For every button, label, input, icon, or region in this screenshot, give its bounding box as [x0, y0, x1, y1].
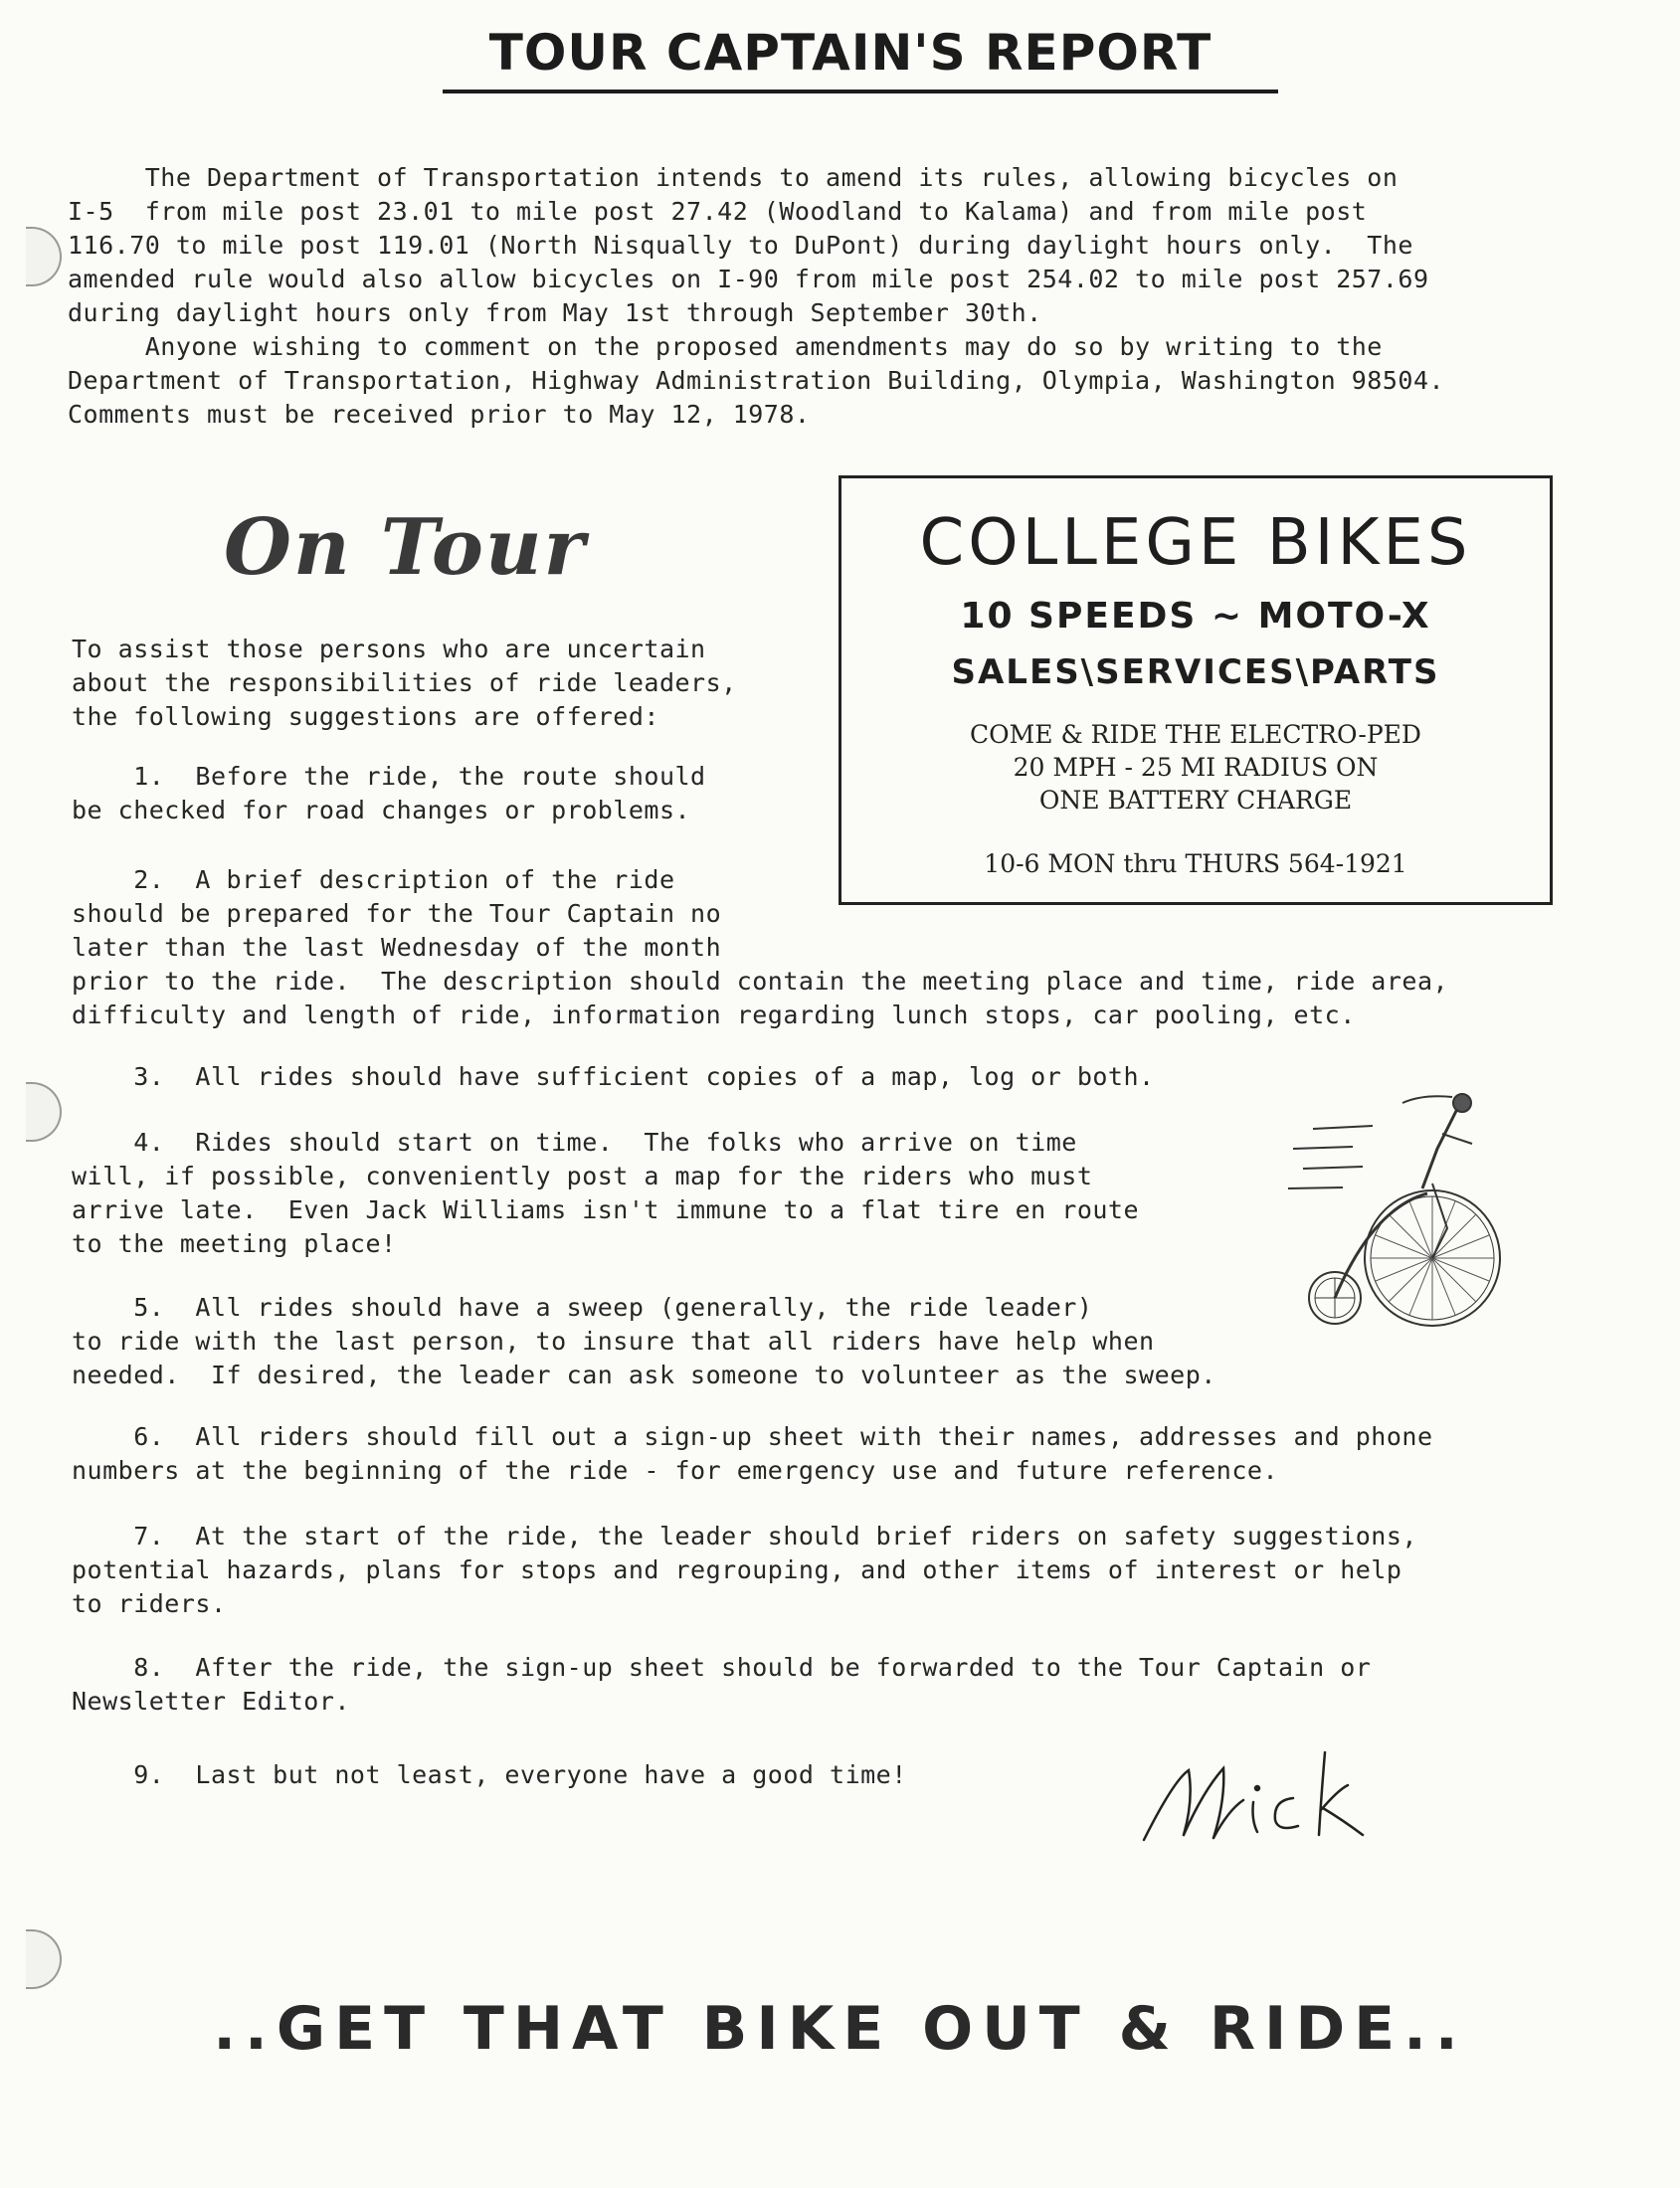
- item-line: arrive late. Even Jack Williams isn't immune to a flat tire en route: [72, 1195, 1140, 1224]
- suggestion-item-9: [72, 1758, 907, 1792]
- section-heading: On Tour: [224, 502, 587, 593]
- page-title: TOUR CAPTAIN'S REPORT: [488, 24, 1213, 82]
- ad-shop-name: COLLEGE BIKES: [919, 506, 1472, 580]
- suggestion-item-5: [72, 1291, 1216, 1392]
- punch-hole-middle: [26, 1082, 62, 1142]
- intro-line: 116.70 to mile post 119.01 (North Nisqually to DuPont) during daylight hours only. The: [68, 231, 1413, 260]
- suggestion-item-1: [72, 760, 706, 827]
- penny-farthing-cyclist-illustration: [1283, 1089, 1517, 1338]
- lead-in-line: the following suggestions are offered:: [72, 702, 659, 731]
- intro-line: I-5 from mile post 23.01 to mile post 27.42 (Woodland to Kalama) and from mile post: [68, 197, 1368, 226]
- item-line: 7. At the start of the ride, the leader should brief riders on safety suggestions,: [72, 1522, 1417, 1550]
- punch-hole-top: [26, 227, 62, 286]
- intro-line: during daylight hours only from May 1st through September 30th.: [68, 298, 1042, 327]
- intro-line: amended rule would also allow bicycles on I-90 from mile post 254.02 to mile post 257.69: [68, 265, 1429, 293]
- ad-products-line: 10 SPEEDS ~ MOTO-X: [960, 596, 1431, 637]
- item-line: 9. Last but not least, everyone have a good time!: [72, 1760, 907, 1789]
- punch-hole-bottom: [26, 1929, 62, 1989]
- ad-services-line: SALES\SERVICES\PARTS: [951, 652, 1440, 692]
- item-line: potential hazards, plans for stops and regrouping, and other items of interest or help: [72, 1555, 1402, 1584]
- item-line: difficulty and length of ride, information regarding lunch stops, car pooling, etc.: [72, 1001, 1356, 1029]
- intro-line: The Department of Transportation intends to amend its rules, allowing bicycles on: [68, 163, 1399, 192]
- item-line: Newsletter Editor.: [72, 1687, 350, 1716]
- closing-slogan: ..GET THAT BIKE OUT & RIDE..: [213, 1994, 1467, 2064]
- item-line: prior to the ride. The description should contain the meeting place and time, ride area,: [72, 967, 1449, 996]
- item-line: numbers at the beginning of the ride - for emergency use and future reference.: [72, 1456, 1278, 1485]
- intro-paragraph-2: [68, 330, 1444, 432]
- item-line: 1. Before the ride, the route should: [72, 762, 706, 791]
- suggestion-item-6: [72, 1420, 1433, 1488]
- item-line: to riders.: [72, 1589, 227, 1618]
- suggestion-item-3: [72, 1060, 1155, 1094]
- handwritten-signature: [1134, 1740, 1373, 1860]
- item-line: 2. A brief description of the ride: [72, 865, 675, 894]
- item-line: should be prepared for the Tour Captain no: [72, 899, 722, 928]
- ad-hours-phone: 10-6 MON thru THURS 564-1921: [984, 849, 1407, 878]
- ad-promo-line: COME & RIDE THE ELECTRO-PED: [970, 720, 1421, 749]
- intro-paragraph-1: [68, 161, 1429, 330]
- item-line: to ride with the last person, to insure that all riders have help when: [72, 1327, 1155, 1356]
- suggestion-item-4: [72, 1126, 1139, 1261]
- item-line: 4. Rides should start on time. The folks who arrive on time: [72, 1128, 1077, 1157]
- college-bikes-ad: [839, 475, 1553, 905]
- intro-line: Anyone wishing to comment on the proposed amendments may do so by writing to the: [68, 332, 1383, 361]
- item-line: 5. All rides should have a sweep (generally, the ride leader): [72, 1293, 1093, 1322]
- ad-promo-line: ONE BATTERY CHARGE: [1038, 786, 1353, 815]
- item-line: 6. All riders should fill out a sign-up sheet with their names, addresses and phone: [72, 1422, 1433, 1451]
- item-line: needed. If desired, the leader can ask someone to volunteer as the sweep.: [72, 1361, 1216, 1389]
- ad-promo-line: 20 MPH - 25 MI RADIUS ON: [1013, 753, 1379, 782]
- suggestion-item-7: [72, 1520, 1417, 1621]
- lead-in-line: about the responsibilities of ride leaders,: [72, 668, 737, 697]
- intro-line: Comments must be received prior to May 12, 1978.: [68, 400, 811, 429]
- lead-in: [72, 633, 737, 734]
- suggestion-item-8: [72, 1651, 1371, 1719]
- lead-in-line: To assist those persons who are uncertain: [72, 635, 706, 663]
- intro-line: Department of Transportation, Highway Administration Building, Olympia, Washington 98504.: [68, 366, 1445, 395]
- item-line: 8. After the ride, the sign-up sheet should be forwarded to the Tour Captain or: [72, 1653, 1372, 1682]
- item-line: will, if possible, conveniently post a map for the riders who must: [72, 1162, 1093, 1190]
- item-line: later than the last Wednesday of the month: [72, 933, 722, 962]
- item-line: be checked for road changes or problems.: [72, 796, 691, 824]
- title-underline: [443, 90, 1278, 93]
- item-line: 3. All rides should have sufficient copies of a map, log or both.: [72, 1062, 1155, 1091]
- item-line: to the meeting place!: [72, 1229, 397, 1258]
